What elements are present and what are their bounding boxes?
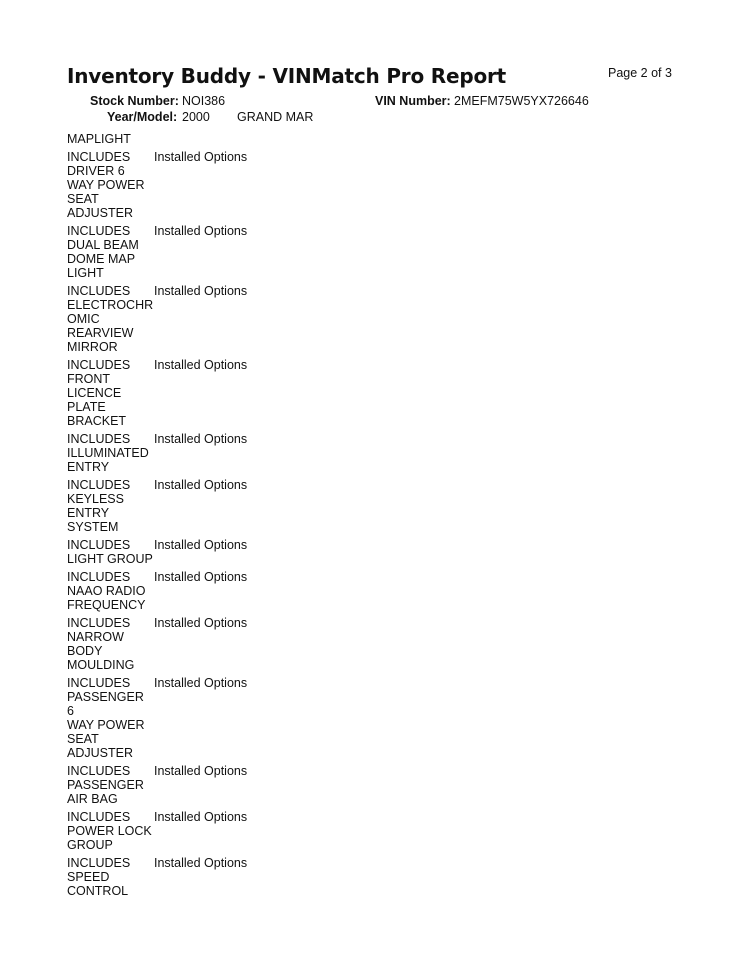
- option-category: Installed Options: [154, 810, 248, 824]
- option-category: Installed Options: [154, 764, 248, 778]
- report-title: Inventory Buddy - VINMatch Pro Report: [67, 64, 507, 88]
- option-entry: [67, 478, 367, 534]
- options-list: [67, 132, 367, 902]
- option-entry: [67, 432, 367, 474]
- option-name: INCLUDES PASSENGER AIR BAG: [67, 764, 144, 806]
- option-name: INCLUDES SPEED CONTROL: [67, 856, 131, 898]
- option-category: Installed Options: [154, 676, 248, 690]
- option-name: INCLUDES POWER LOCK GROUP: [67, 810, 152, 852]
- option-name: INCLUDES NARROW BODY MOULDING: [67, 616, 135, 672]
- option-name: INCLUDES ELECTROCHR OMIC REARVIEW MIRROR: [67, 284, 154, 354]
- option-category: Installed Options: [154, 224, 248, 238]
- option-category: Installed Options: [154, 150, 248, 164]
- option-entry: [67, 764, 367, 806]
- model-value: GRAND MAR: [237, 110, 314, 124]
- option-category: Installed Options: [154, 616, 248, 630]
- year-model-label: Year/Model:: [107, 110, 178, 124]
- option-entry: [67, 358, 367, 428]
- year-value: 2000: [182, 110, 210, 124]
- option-category: Installed Options: [154, 856, 248, 870]
- option-category: Installed Options: [154, 432, 248, 446]
- option-name: INCLUDES NAAO RADIO FREQUENCY: [67, 570, 146, 612]
- option-entry: [67, 676, 367, 760]
- option-category: Installed Options: [154, 538, 248, 552]
- option-entry: [67, 284, 367, 354]
- option-name: INCLUDES PASSENGER 6 WAY POWER SEAT ADJUSTER: [67, 676, 145, 760]
- option-category: Installed Options: [154, 478, 248, 492]
- vin-number-value: 2MEFM75W5YX726646: [454, 94, 589, 108]
- option-entry: [67, 570, 367, 612]
- stock-number-value: NOI386: [182, 94, 226, 108]
- option-category: Installed Options: [154, 358, 248, 372]
- option-entry: [67, 150, 367, 220]
- option-entry: [67, 224, 367, 280]
- option-entry: [67, 616, 367, 672]
- option-entry: [67, 538, 367, 566]
- option-category: Installed Options: [154, 570, 248, 584]
- option-name: MAPLIGHT: [67, 132, 131, 146]
- option-category: Installed Options: [154, 284, 248, 298]
- option-name: INCLUDES ILLUMINATED ENTRY: [67, 432, 149, 474]
- option-name: INCLUDES LIGHT GROUP: [67, 538, 153, 566]
- stock-number-label: Stock Number:: [90, 94, 179, 108]
- page-number: Page 2 of 3: [608, 66, 672, 80]
- vin-number-label: VIN Number:: [375, 94, 451, 108]
- option-name: INCLUDES FRONT LICENCE PLATE BRACKET: [67, 358, 131, 428]
- option-entry: [67, 810, 367, 852]
- option-name: INCLUDES DRIVER 6 WAY POWER SEAT ADJUSTER: [67, 150, 145, 220]
- option-name: INCLUDES DUAL BEAM DOME MAP LIGHT: [67, 224, 139, 280]
- option-name: INCLUDES KEYLESS ENTRY SYSTEM: [67, 478, 131, 534]
- option-entry: [67, 132, 367, 146]
- option-entry: [67, 856, 367, 898]
